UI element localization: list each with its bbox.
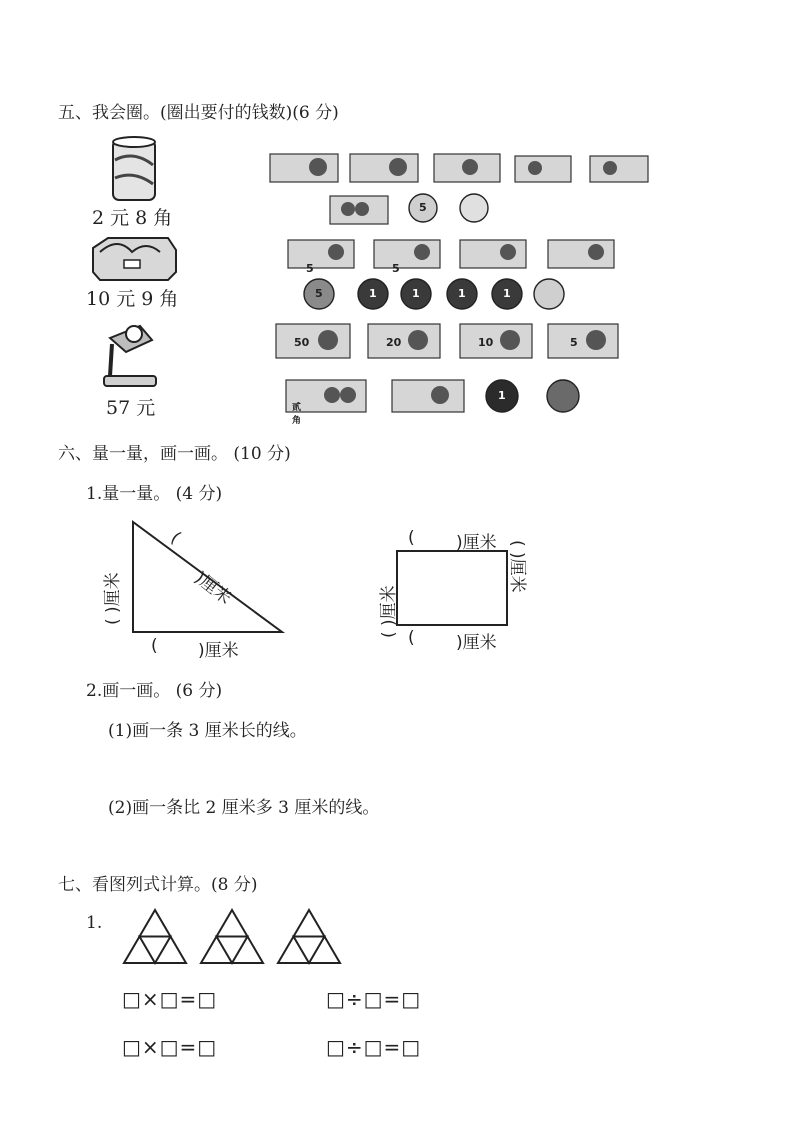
banknote[interactable] <box>515 156 571 182</box>
rect-bottom-open: ( <box>408 628 415 648</box>
question-number: 1. <box>86 913 103 933</box>
money-row-1 <box>270 154 648 224</box>
banknote[interactable] <box>392 380 464 412</box>
note-value-label: 50 <box>294 336 310 349</box>
part2-title: 2.画一画。 (6 分) <box>86 681 223 701</box>
rect-top-open: ( <box>408 528 415 548</box>
triangle-figure <box>278 910 340 963</box>
note-value-label: 5 <box>570 336 578 349</box>
rect-left-side-label: ( )厘米 <box>379 585 399 638</box>
draw-question-1: (1)画一条 3 厘米长的线。 <box>108 721 307 741</box>
note-value-label: 贰角 <box>292 403 302 426</box>
banknote[interactable] <box>460 240 526 268</box>
note-value-label: 10 <box>478 336 494 349</box>
triangle-figure <box>124 910 186 963</box>
section7-title: 七、看图列式计算。(8 分) <box>58 875 258 895</box>
banknote[interactable] <box>590 156 648 182</box>
coin-value-label: 1 <box>498 389 506 402</box>
draw-question-2: (2)画一条比 2 厘米多 3 厘米的线。 <box>108 798 380 818</box>
section5-title: 五、我会圈。(圈出要付的钱数)(6 分) <box>58 103 339 123</box>
drink-can-icon <box>113 137 155 200</box>
coin[interactable] <box>534 279 564 309</box>
coin-value-label: 1 <box>503 287 511 300</box>
rect-right-side-label: ( )厘米 <box>507 540 527 593</box>
coin[interactable] <box>547 380 579 412</box>
desk-lamp-icon <box>104 326 156 386</box>
banknote[interactable] <box>288 240 354 268</box>
banknote[interactable] <box>330 196 388 224</box>
banknote[interactable] <box>548 240 614 268</box>
pencil-case-icon <box>93 238 176 280</box>
item-price: 10 元 9 角 <box>86 288 179 310</box>
multiplication-equation[interactable]: □×□=□ <box>122 1035 218 1059</box>
banknote[interactable] <box>460 324 532 358</box>
coin-value-label: 1 <box>412 287 420 300</box>
note-value-label: 20 <box>386 336 402 349</box>
triangle-bottom-label: )厘米 <box>198 641 239 661</box>
triangle-hypotenuse-open: ( <box>166 528 185 548</box>
coin-value-label: 1 <box>458 287 466 300</box>
banknote[interactable] <box>270 154 338 182</box>
part1-title: 1.量一量。 (4 分) <box>86 484 223 504</box>
banknote[interactable] <box>276 324 350 358</box>
item-price: 2 元 8 角 <box>92 207 173 229</box>
note-value-label: 5 <box>306 262 314 275</box>
triangle-bottom-open: ( <box>151 636 158 656</box>
triangle-figure <box>201 910 263 963</box>
triangle-hypotenuse-label: )厘米 <box>190 567 235 609</box>
money-row-2 <box>288 240 614 309</box>
money-row-3 <box>276 324 618 412</box>
division-equation[interactable]: □÷□=□ <box>326 987 422 1011</box>
rect-top-label: )厘米 <box>456 533 497 553</box>
division-equation[interactable]: □÷□=□ <box>326 1035 422 1059</box>
coin[interactable] <box>460 194 488 222</box>
banknote[interactable] <box>548 324 618 358</box>
rectangle <box>397 551 507 625</box>
section6-title: 六、量一量，画一画。 (10 分) <box>58 444 291 464</box>
triangle-left-side-label: ( )厘米 <box>103 572 123 625</box>
banknote[interactable] <box>374 240 440 268</box>
coin-value-label: 5 <box>419 201 427 214</box>
banknote[interactable] <box>350 154 418 182</box>
item-price: 57 元 <box>106 397 156 419</box>
coin-value-label: 5 <box>315 287 323 300</box>
banknote[interactable] <box>434 154 500 182</box>
multiplication-equation[interactable]: □×□=□ <box>122 987 218 1011</box>
coin-value-label: 1 <box>369 287 377 300</box>
triangle-figures <box>124 910 340 963</box>
banknote[interactable] <box>368 324 440 358</box>
rect-bottom-label: )厘米 <box>456 633 497 653</box>
note-value-label: 5 <box>392 262 400 275</box>
